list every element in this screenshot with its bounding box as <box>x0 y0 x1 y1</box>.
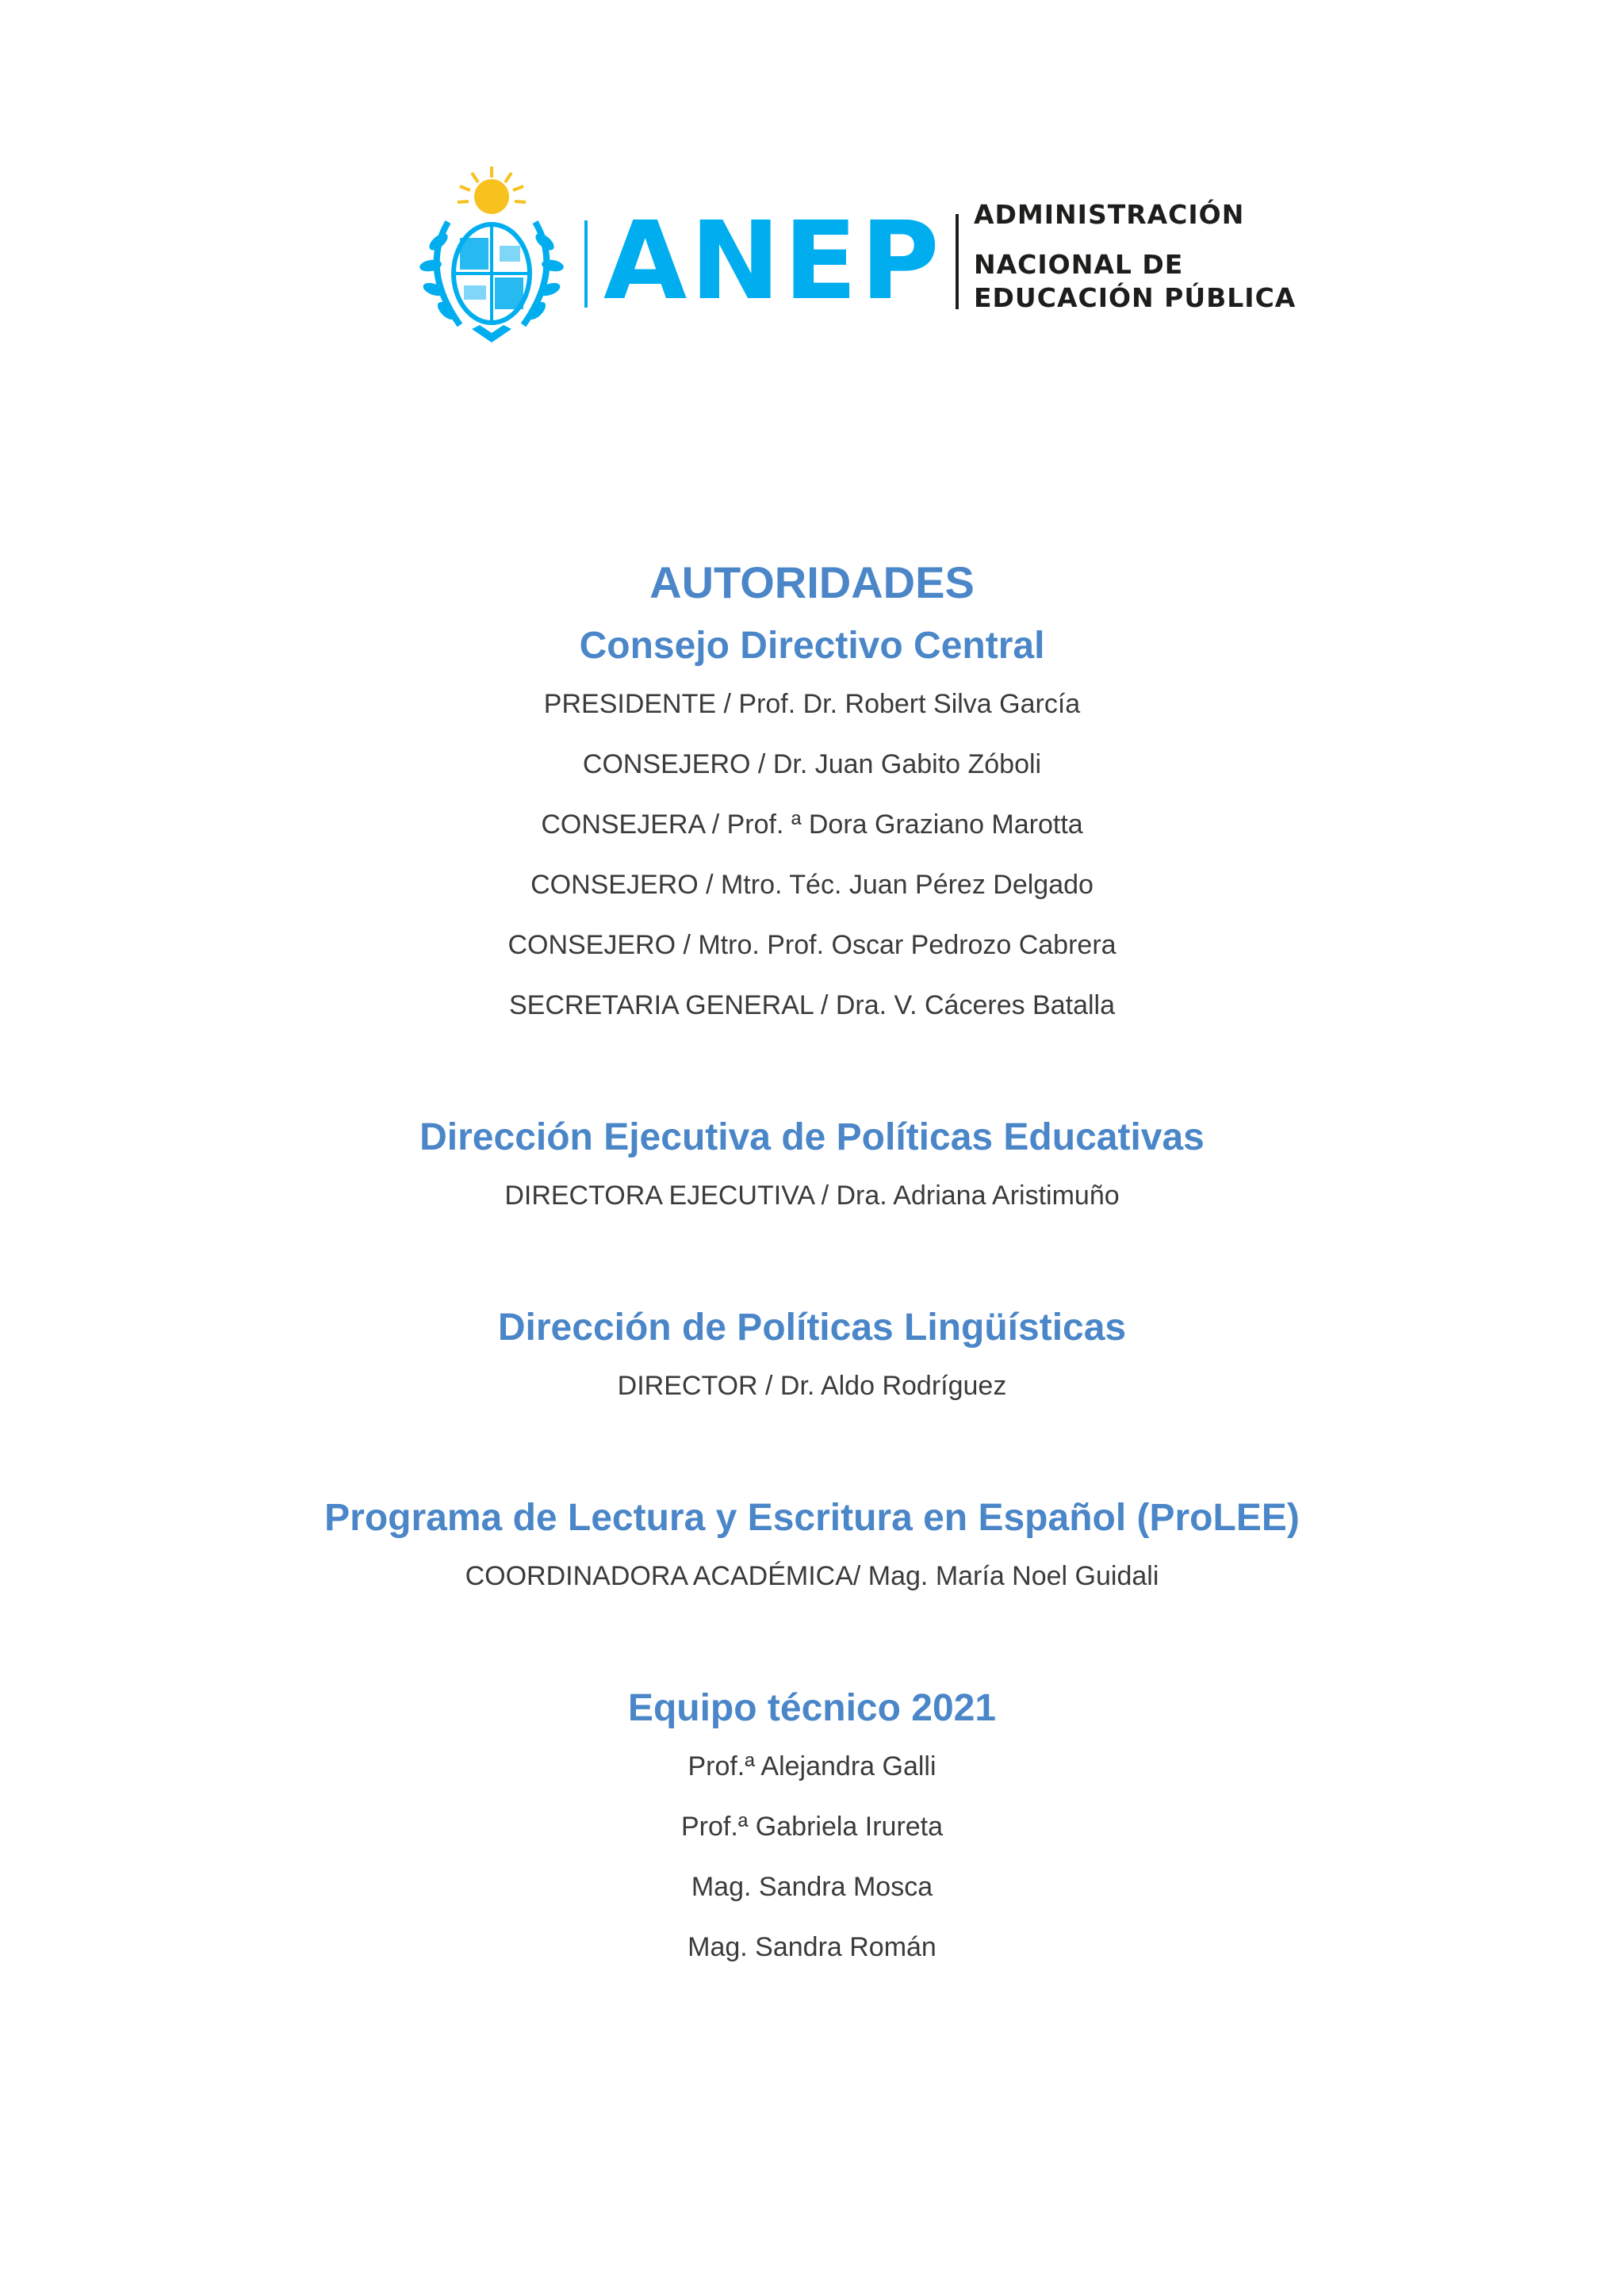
section-heading: Consejo Directivo Central <box>579 625 1045 667</box>
logo-text <box>974 198 1296 314</box>
section-heading: Dirección de Políticas Lingüísticas <box>497 1307 1127 1349</box>
authority-line: PRESIDENTE / Prof. Dr. Robert Silva García <box>543 689 1081 719</box>
authority-line: DIRECTORA EJECUTIVA / Dra. Adriana Aristimuño <box>504 1181 1120 1211</box>
page-title: AUTORIDADES <box>649 557 975 607</box>
section-consejo-directivo-central <box>0 618 1624 1035</box>
logo-line-3: EDUCACIÓN PÚBLICA <box>974 281 1297 313</box>
section-equipo-tecnico <box>0 1681 1624 1977</box>
logo-line-2: NACIONAL DE <box>974 249 1184 281</box>
authorities-content <box>0 547 1624 1977</box>
logo-line-1: ADMINISTRACIÓN <box>974 199 1245 230</box>
authority-line: CONSEJERO / Mtro. Téc. Juan Pérez Delgado <box>530 870 1094 900</box>
logo-wordmark: ANEP <box>603 199 943 324</box>
team-member: Mag. Sandra Mosca <box>691 1872 933 1902</box>
authority-line: CONSEJERA / Prof. ª Dora Graziano Marotta <box>541 809 1083 840</box>
uruguay-coat-of-arms-icon <box>416 166 567 349</box>
authority-line: COORDINADORA ACADÉMICA/ Mag. María Noel Guidali <box>465 1561 1159 1591</box>
section-heading: Dirección Ejecutiva de Políticas Educativas <box>419 1116 1205 1158</box>
team-member: Mag. Sandra Román <box>688 1932 936 1962</box>
section-heading: Programa de Lectura y Escritura en Español (ProLEE) <box>324 1497 1300 1539</box>
anep-logo <box>416 166 1304 349</box>
section-politicas-linguisticas <box>0 1300 1624 1416</box>
logo-divider-right <box>956 214 959 309</box>
team-member: Prof.ª Gabriela Irureta <box>680 1812 944 1842</box>
authority-line: SECRETARIA GENERAL / Dra. V. Cáceres Batalla <box>508 990 1116 1020</box>
team-member: Prof.ª Alejandra Galli <box>688 1751 936 1781</box>
logo-divider-left <box>584 220 588 308</box>
authority-line: DIRECTOR / Dr. Aldo Rodríguez <box>617 1371 1007 1401</box>
section-heading: Equipo técnico 2021 <box>627 1687 997 1729</box>
section-direccion-ejecutiva <box>0 1110 1624 1226</box>
section-prolee <box>0 1490 1624 1606</box>
authority-line: CONSEJERO / Dr. Juan Gabito Zóboli <box>582 749 1042 779</box>
authority-line: CONSEJERO / Mtro. Prof. Oscar Pedrozo Cabrera <box>508 930 1116 960</box>
